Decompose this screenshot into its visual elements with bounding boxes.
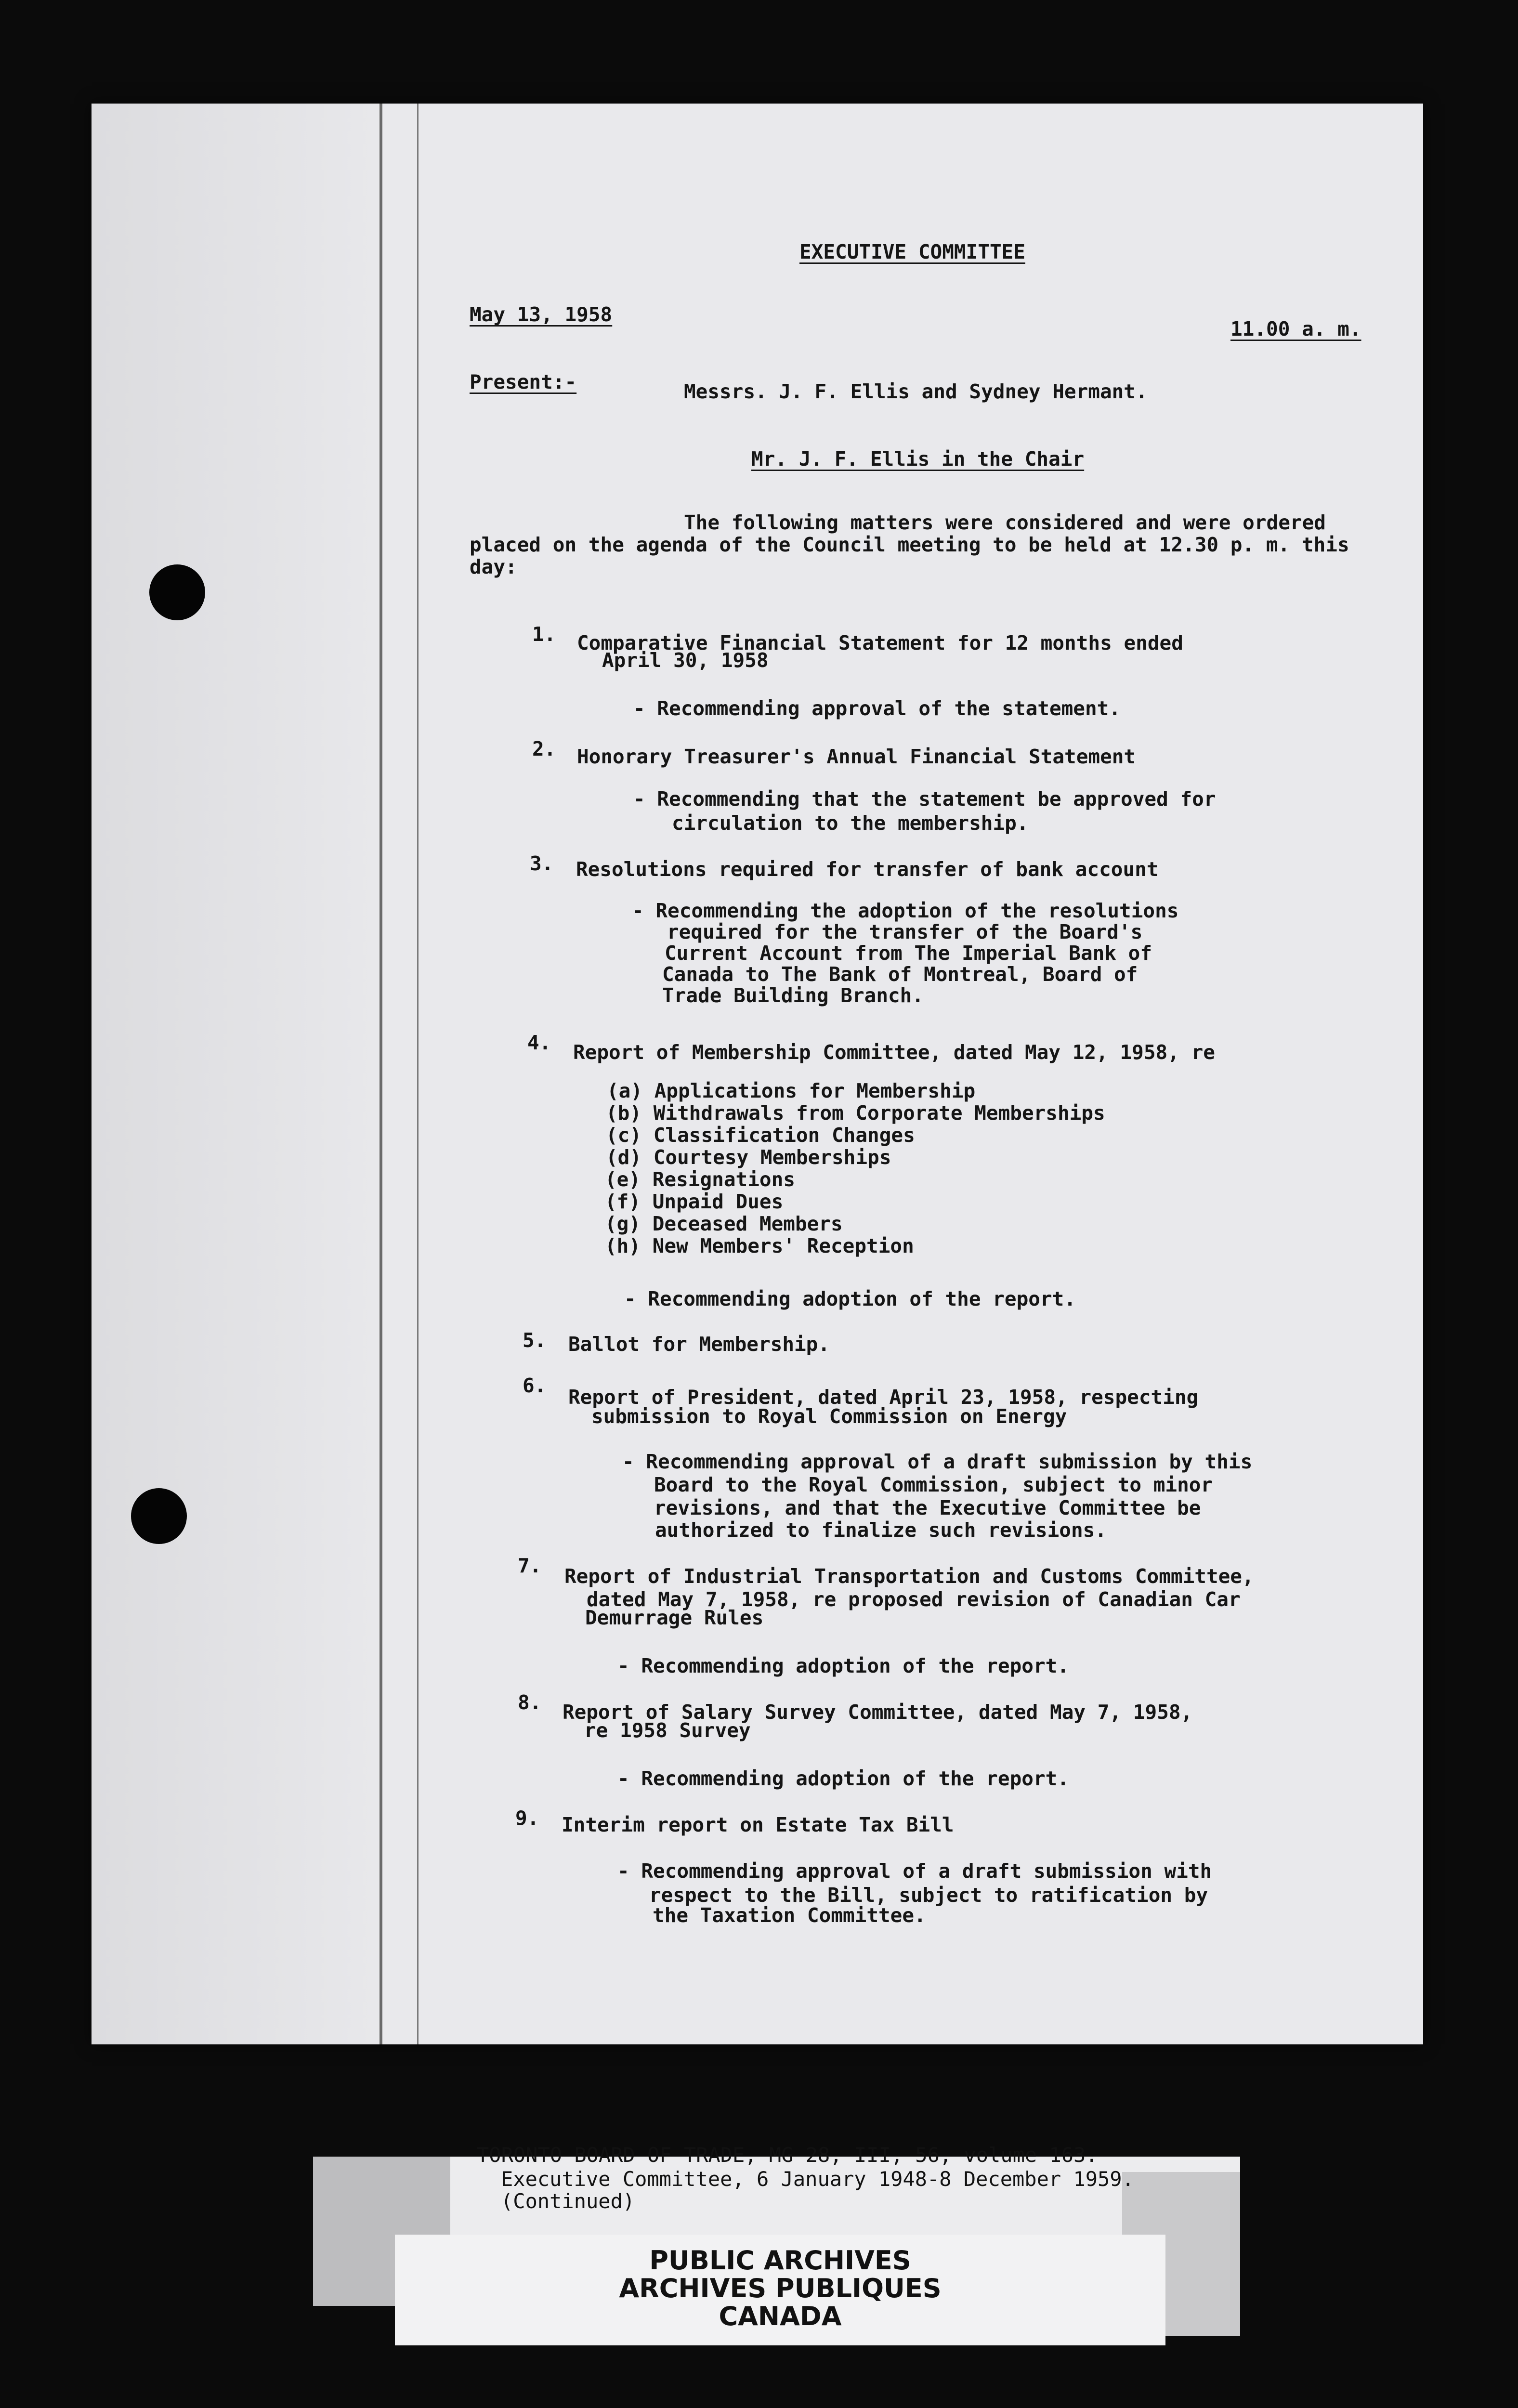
item-recommendation: circulation to the membership. [672,811,1029,835]
item-recommendation: - Recommending adoption of the report. [617,1767,1069,1790]
present-value: Messrs. J. F. Ellis and Sydney Hermant. [684,380,1148,403]
item-recommendation: - Recommending the adoption of the resolutions [632,899,1179,922]
item-text: dated May 7, 1958, re proposed revision of Canadian Car [587,1588,1241,1611]
present-label: Present:- [470,370,577,393]
item-text: Interim report on Estate Tax Bill [562,1813,954,1836]
item-number: 7. [518,1554,542,1577]
item-text: submission to Royal Commission on Energy [591,1405,1067,1428]
item-recommendation: required for the transfer of the Board's [667,920,1143,943]
item-number: 1. [532,623,556,646]
item-recommendation: - Recommending approval of a draft submission by this [622,1450,1253,1473]
subitem: (b) Withdrawals from Corporate Memberships [606,1101,1105,1125]
item-text: Report of Salary Survey Committee, dated May 7, 1958, [563,1701,1193,1724]
item-text: re 1958 Survey [584,1719,751,1742]
item-number: 5. [523,1329,547,1352]
meeting-date: May 13, 1958 [470,303,613,326]
subitem: (c) Classification Changes [606,1124,915,1147]
item-recommendation: Trade Building Branch. [662,984,924,1007]
item-text: Report of Membership Committee, dated May 12, 1958, re [573,1041,1215,1064]
item-number: 4. [527,1031,551,1054]
item-recommendation: the Taxation Committee. [653,1904,926,1927]
archive-citation-line: TORONTO BOARD OF TRADE, MG 28, III, 56, volume 163. [477,2143,1098,2167]
item-number: 6. [523,1374,547,1397]
item-recommendation: - Recommending that the statement be approved for [633,787,1216,811]
item-recommendation: - Recommending adoption of the report. [617,1654,1069,1677]
item-text: Report of President, dated April 23, 1958, respecting [568,1386,1199,1409]
item-recommendation: Board to the Royal Commission, subject to minor [654,1473,1213,1496]
item-text: Comparative Financial Statement for 12 months ended [577,631,1183,654]
item-text: Demurrage Rules [585,1606,764,1629]
item-number: 3. [530,852,554,875]
item-recommendation: - Recommending approval of the statement. [633,697,1121,720]
archive-stamp-line: CANADA [719,2301,842,2331]
item-recommendation: - Recommending approval of a draft submission with [617,1859,1212,1883]
item-text: Report of Industrial Transportation and Customs Committee, [564,1565,1254,1588]
subitem: (d) Courtesy Memberships [606,1146,891,1169]
heading: EXECUTIVE COMMITTEE [799,240,1025,263]
item-text: April 30, 1958 [602,649,769,672]
intro-line: The following matters were considered and were ordered [684,511,1326,534]
item-text: Ballot for Membership. [568,1333,830,1356]
item-number: 8. [518,1691,542,1714]
archive-stamp-line: PUBLIC ARCHIVES [649,2245,911,2276]
chair-line: Mr. J. F. Ellis in the Chair [751,447,1085,471]
item-number: 2. [532,737,556,760]
item-text: Honorary Treasurer's Annual Financial Statement [577,745,1136,768]
item-recommendation: Current Account from The Imperial Bank of [665,942,1152,965]
subitem: (e) Resignations [605,1168,795,1191]
item-number: 9. [515,1806,539,1830]
subitem: (f) Unpaid Dues [605,1190,784,1213]
subitem: (h) New Members' Reception [605,1234,914,1257]
item-recommendation: - Recommending adoption of the report. [624,1287,1076,1310]
subitem: (a) Applications for Membership [607,1079,976,1102]
archive-citation-line: (Continued) [501,2189,635,2213]
intro-line: placed on the agenda of the Council meeting to be held at 12.30 p. m. this [470,533,1349,556]
item-text: Resolutions required for transfer of bank account [576,858,1159,881]
item-recommendation: revisions, and that the Executive Committee be [654,1496,1201,1519]
item-recommendation: authorized to finalize such revisions. [655,1518,1107,1542]
archive-stamp-line: ARCHIVES PUBLIQUES [619,2273,942,2303]
meeting-time: 11.00 a. m. [1230,317,1361,340]
item-recommendation: Canada to The Bank of Montreal, Board of [662,963,1138,986]
subitem: (g) Deceased Members [605,1212,843,1235]
item-recommendation: respect to the Bill, subject to ratification by [649,1884,1208,1907]
archive-citation-line: Executive Committee, 6 January 1948-8 December 1959. [501,2167,1134,2191]
intro-line: day: [470,555,517,578]
